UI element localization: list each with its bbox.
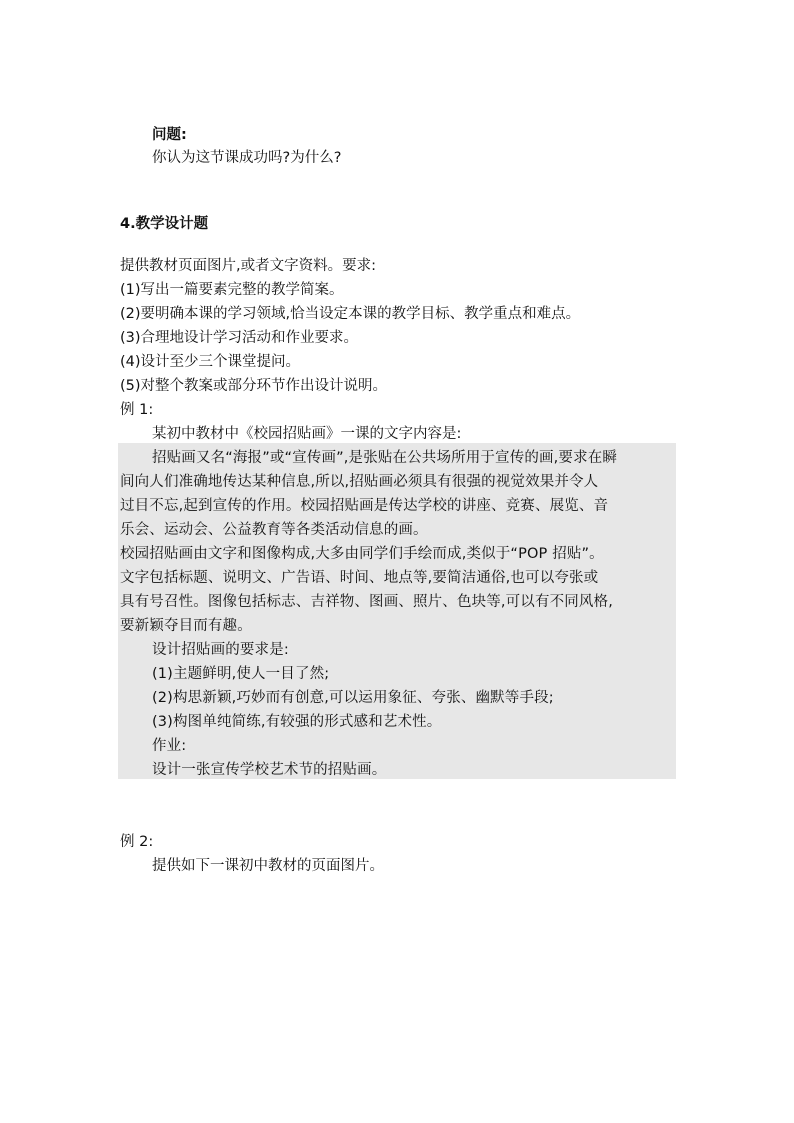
quoted-line: 招贴画又名“海报”或“宣传画”,是张贴在公共场所用于宣传的画,要求在瞬 bbox=[152, 450, 618, 466]
requirement-item: (3)合理地设计学习活动和作业要求。 bbox=[120, 330, 359, 346]
question-heading: 问题: bbox=[152, 127, 187, 143]
quoted-line: 过目不忘,起到宣传的作用。校园招贴画是传达学校的讲座、竞赛、展览、音 bbox=[120, 498, 609, 514]
quoted-line: 作业: bbox=[152, 738, 187, 754]
quoted-line: (1)主题鲜明,使人一目了然; bbox=[152, 666, 330, 682]
quoted-line: (3)构图单纯简练,有较强的形式感和艺术性。 bbox=[152, 714, 442, 730]
quoted-line: (2)构思新颖,巧妙而有创意,可以运用象征、夸张、幽默等手段; bbox=[152, 690, 554, 706]
quoted-line: 具有号召性。图像包括标志、吉祥物、图画、照片、色块等,可以有不同风格, bbox=[120, 594, 613, 610]
section-intro: 提供教材页面图片,或者文字资料。要求: bbox=[120, 258, 376, 274]
example1-label: 例 1: bbox=[120, 402, 154, 418]
requirement-item: (2)要明确本课的学习领域,恰当设定本课的教学目标、教学重点和难点。 bbox=[120, 306, 581, 322]
example2-lead: 提供如下一课初中教材的页面图片。 bbox=[152, 858, 384, 874]
quoted-line: 文字包括标题、说明文、广告语、时间、地点等,要简洁通俗,也可以夸张或 bbox=[120, 570, 599, 586]
quoted-line: 要新颖夺目而有趣。 bbox=[120, 618, 252, 634]
requirement-item: (1)写出一篇要素完整的教学简案。 bbox=[120, 282, 344, 298]
quoted-line: 校园招贴画由文字和图像构成,大多由同学们手绘而成,类似于“POP 招贴”。 bbox=[120, 546, 604, 562]
question-text: 你认为这节课成功吗?为什么? bbox=[152, 150, 342, 166]
quoted-line: 间向人们准确地传达某种信息,所以,招贴画必须具有很强的视觉效果并令人 bbox=[120, 474, 599, 490]
section-title: 4.教学设计题 bbox=[120, 216, 209, 232]
quoted-line: 设计一张宣传学校艺术节的招贴画。 bbox=[152, 762, 387, 778]
requirement-item: (4)设计至少三个课堂提问。 bbox=[120, 354, 301, 370]
requirement-item: (5)对整个教案或部分环节作出设计说明。 bbox=[120, 378, 388, 394]
quoted-line: 设计招贴画的要求是: bbox=[152, 642, 289, 658]
example1-lead: 某初中教材中《校园招贴画》一课的文字内容是: bbox=[152, 426, 462, 442]
example2-label: 例 2: bbox=[120, 834, 154, 850]
quoted-line: 乐会、运动会、公益教育等各类活动信息的画。 bbox=[120, 522, 428, 538]
